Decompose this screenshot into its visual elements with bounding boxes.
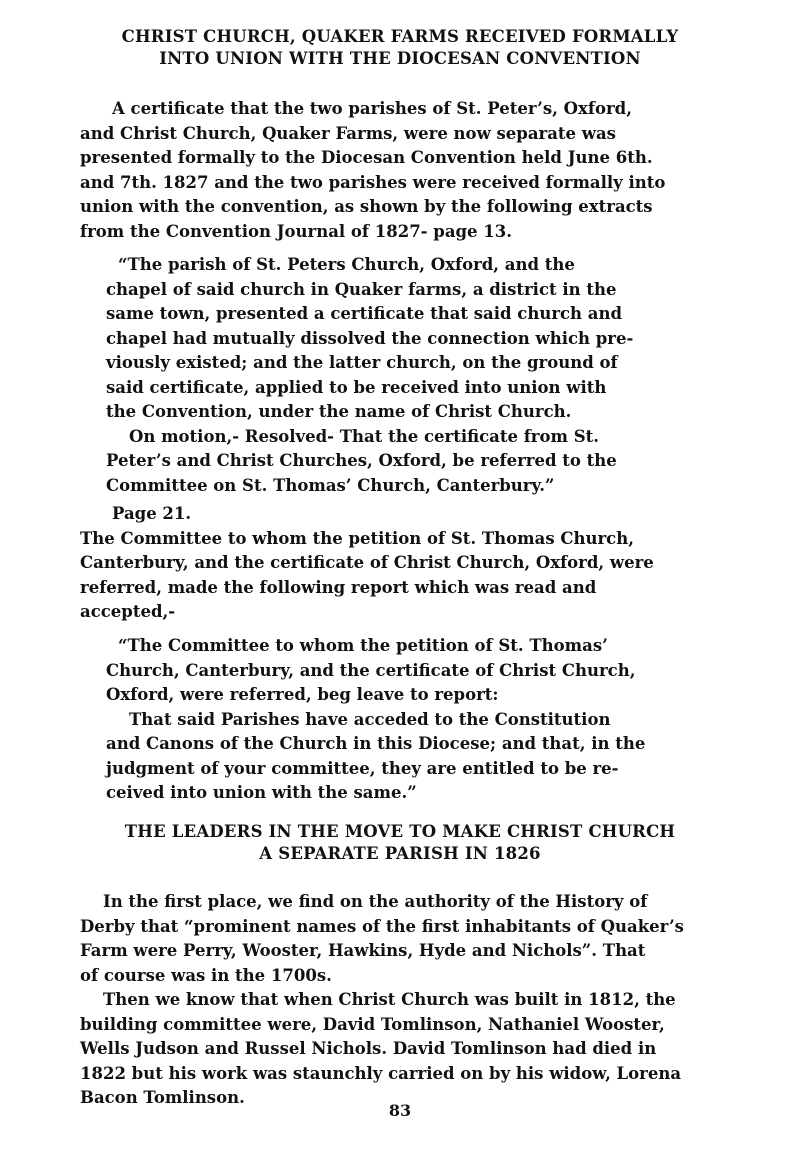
text-line: That said Parishes have acceded to the Constitution [106,709,611,729]
text-line: “The parish of St. Peters Church, Oxford, and the [118,255,575,274]
text-line: Then we know that when Christ Church was built in 1812, the [80,990,676,1009]
heading-line: CHRIST CHURCH, QUAKER FARMS RECEIVED FORMALLY [121,27,679,46]
text-line: and 7th. 1827 and the two parishes were received formally into [80,172,666,192]
text-line: accepted,- [80,602,176,621]
text-line: In the first place, we find on the authority of the History of [80,892,648,911]
text-line: Derby that “prominent names of the first inhabitants of Quaker’s [80,916,684,936]
text-line: Oxford, were referred, beg leave to report: [106,685,499,704]
quote-committee-report [106,634,645,806]
text-line: judgment of your committee, they are entitled to be re- [106,758,619,778]
text-line: referred, made the following report which was read and [80,577,597,597]
heading-line: A SEPARATE PARISH IN 1826 [259,844,541,863]
text-line: Peter’s and Christ Churches, Oxford, be referred to the [106,451,617,470]
text-line: said certificate, applied to be received into union with [106,377,607,397]
page-number: 83 [388,1101,412,1120]
quote-convention-journal [106,253,633,498]
text-line: presented formally to the Diocesan Convention held June 6th. [80,148,653,167]
text-line: Page 21. [112,504,192,523]
text-line: 1822 but his work was staunchly carried on by his widow, Lorena [80,1063,682,1083]
text-line: and Canons of the Church in this Diocese; and that, in the [106,734,646,753]
text-line: The Committee to whom the petition of St. Thomas Church, [80,528,634,548]
text-line: building committee were, David Tomlinson, Nathaniel Wooster, [80,1014,665,1034]
text-line: from the Convention Journal of 1827- page 13. [80,221,512,241]
section-heading-union [60,26,740,70]
text-line: same town, presented a certificate that said church and [106,304,623,323]
text-line: the Convention, under the name of Christ Church. [106,402,572,421]
text-line: Wells Judson and Russel Nichols. David Tomlinson had died in [80,1039,657,1058]
heading-line: INTO UNION WITH THE DIOCESAN CONVENTION [159,49,641,68]
text-line: chapel of said church in Quaker farms, a district in the [106,279,617,299]
text-line: chapel had mutually dissolved the connection which pre- [106,328,634,348]
page21-paragraph [80,502,654,625]
intro-paragraph [80,97,665,244]
text-line: Committee on St. Thomas’ Church, Canterbury.” [106,475,555,495]
text-line: union with the convention, as shown by the following extracts [80,197,653,216]
text-line: “The Committee to whom the petition of St. Thomas’ [118,636,608,655]
leaders-paragraph [80,890,684,1111]
heading-line: THE LEADERS IN THE MOVE TO MAKE CHRIST CHURCH [124,822,676,841]
text-line: Farm were Perry, Wooster, Hawkins, Hyde and Nichols”. That [80,941,646,960]
text-line: A certificate that the two parishes of St. Peter’s, Oxford, [112,99,632,118]
text-line: of course was in the 1700s. [80,965,332,985]
section-heading-leaders [60,821,740,865]
text-line: Canterbury, and the certificate of Christ Church, Oxford, were [80,553,654,572]
text-line: ceived into union with the same.” [106,783,417,802]
text-line: viously existed; and the latter church, on the ground of [106,353,618,372]
text-line: Bacon Tomlinson. [80,1088,245,1107]
text-line: On motion,- Resolved- That the certificate from St. [106,426,599,446]
text-line: Church, Canterbury, and the certificate of Christ Church, [106,660,636,680]
text-line: and Christ Church, Quaker Farms, were now separate was [80,123,616,143]
